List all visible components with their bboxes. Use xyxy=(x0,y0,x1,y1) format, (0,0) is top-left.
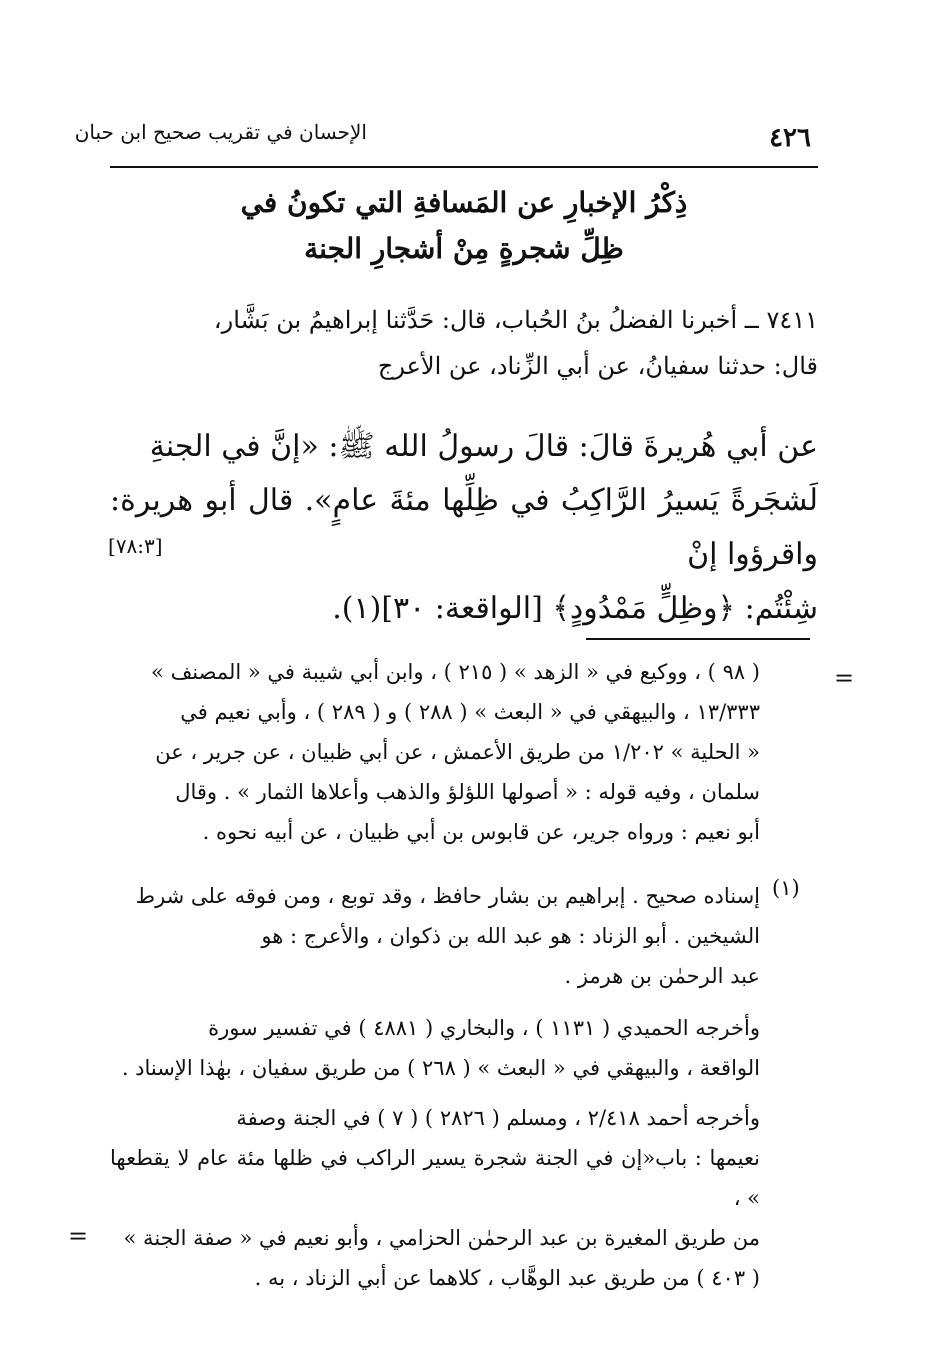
chapter-heading-line-1: ذِكْرُ الإخبارِ عن المَسافةِ التي تكونُ في xyxy=(240,186,688,219)
footnote-line: أبو نعيم : ورواه جرير، عن قابوس بن أبي ظبيان ، عن أبيه نحوه . xyxy=(202,820,760,844)
footnote-line: ١٣/٣٣٣ ، والبيهقي في « البعث » ( ٢٨٨ ) و ( ٢٨٩ ) ، وأبي نعيم في xyxy=(180,700,760,724)
continuation-mark: = xyxy=(68,1222,89,1250)
hadith-reference: [٧٨:٣] xyxy=(108,534,163,558)
footnote-line: الواقعة ، والبيهقي في « البعث » ( ٢٦٨ ) من طريق سفيان ، بهٰذا الإسناد . xyxy=(121,1056,760,1080)
continuation-mark: = xyxy=(834,664,855,692)
matn-line: شِئْتُم: ﴿وظِلٍّ مَمْدُودٍ﴾ [الواقعة: ٣٠](١). xyxy=(332,591,818,626)
isnad-line: ٧٤١١ ــ أخبرنا الفضلُ بنُ الحُباب، قال: حَدَّثنا إبراهيمُ بن بَشَّار، xyxy=(213,306,818,334)
footnote-line: سلمان ، وفيه قوله : « أصولها اللؤلؤ والذهب وأعلاها الثمار » . وقال xyxy=(175,780,760,804)
footnote-line: من طريق المغيرة بن عبد الرحمٰن الحزامي ، وأبو نعيم في « صفة الجنة » xyxy=(123,1226,760,1250)
footnote-line: نعيمها : باب«إن في الجنة شجرة يسير الراكب في ظلها مئة عام لا يقطعها » ، xyxy=(110,1146,760,1210)
footnote-line: الشيخين . أبو الزناد : هو عبد الله بن ذكوان ، والأعرج : هو xyxy=(261,924,760,948)
footnote-separator xyxy=(586,638,810,640)
isnad-line: قال: حدثنا سفيانُ، عن أبي الزِّناد، عن الأعرج xyxy=(377,352,818,380)
footnote-1-paragraph-2 xyxy=(110,1008,760,1088)
matn-line: عن أبي هُريرةَ قالَ: قالَ رسولُ الله ﷺ: «إنَّ في الجنةِ xyxy=(149,429,818,464)
footnote-line: ( ٩٨ ) ، ووكيع في « الزهد » ( ٢١٥ ) ، وابن أبي شيبة في « المصنف » xyxy=(151,660,760,684)
hadith-matn xyxy=(110,420,818,636)
chapter-heading-line-2: ظِلِّ شجرةٍ مِنْ أشجارِ الجنة xyxy=(304,232,624,265)
footnote-line: « الحلية » ١/٢٠٢ من طريق الأعمش ، عن أبي ظبيان ، عن جرير ، عن xyxy=(155,740,760,764)
footnote-line: إسناده صحيح . إبراهيم بن بشار حافظ ، وقد توبع ، ومن فوقه على شرط xyxy=(135,884,760,908)
footnote-line: وأخرجه الحميدي ( ١١٣١ ) ، والبخاري ( ٤٨٨١ ) في تفسير سورة xyxy=(208,1016,760,1040)
footnote-1-paragraph-3 xyxy=(110,1098,760,1298)
footnote-line: وأخرجه أحمد ٢/٤١٨ ، ومسلم ( ٢٨٢٦ ) ( ٧ ) في الجنة وصفة xyxy=(236,1106,760,1130)
running-header-title: الإحسان في تقريب صحيح ابن حبان xyxy=(74,120,367,144)
hadith-isnad xyxy=(110,297,818,389)
footnote-1-paragraph-1 xyxy=(110,876,760,996)
footnote-continued xyxy=(110,652,760,852)
page-number: ٤٢٦ xyxy=(769,123,811,153)
matn-line: لَشجَرةً يَسيرُ الرَّاكِبُ في ظِلِّها مئةَ عامٍ». قال أبو هريرة: واقرؤوا إنْ xyxy=(110,483,818,572)
footnote-line: عبد الرحمٰن بن هرمز . xyxy=(564,964,760,988)
footnote-line: ( ٤٠٣ ) من طريق عبد الوهَّاب ، كلاهما عن أبي الزناد ، به . xyxy=(254,1266,760,1290)
footnote-number: (١) xyxy=(772,876,800,900)
header-rule xyxy=(110,166,818,168)
